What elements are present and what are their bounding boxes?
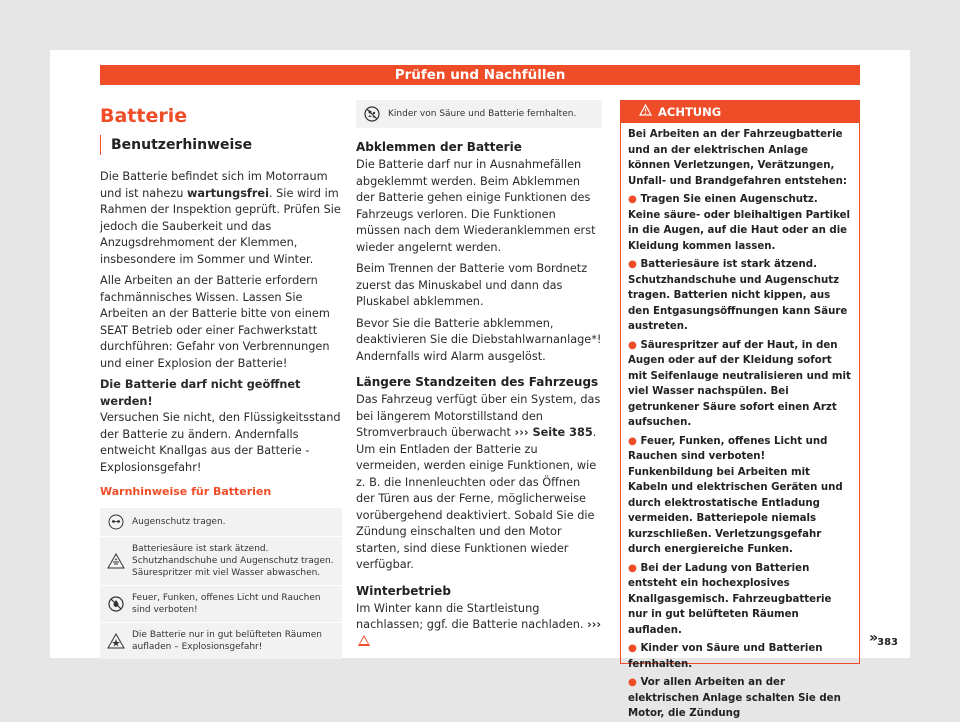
paragraph-expertise: Alle Arbeiten an der Batterie erfordern fachmännisches Wissen. Lassen Sie Arbeiten an der Batterie bitte von einem SEAT Betrieb oder einer Fachwerkstatt durchführen: Gefahr von Verbrennungen und einer Explosion der Batterie! xyxy=(100,274,330,370)
warning-box xyxy=(620,100,860,719)
paragraph-standzeiten: Das Fahrzeug verfügt über ein System, das bei längerem Motorstillstand den Stromverbrauch überwacht ››› Seite 385. Um ein Entladen der Batterie zu vermeiden, werden einige Funktionen, wie z. B. die Innenleuchten oder das Öffnen der Türen aus der Ferne, möglicherweise vorübergehend deaktiviert. Sobald Sie die Zündung einschalten und den Motor starten, sind diese Funktionen wieder verfügbar. xyxy=(356,393,601,571)
explosive-icon xyxy=(100,633,132,649)
warning-header xyxy=(621,101,859,123)
warning-item: ● Feuer, Funken, offenes Licht und Rauchen sind verboten! Funkenbildung bei Arbeiten mit Kabeln und elektrischen Geräten und durch elektrostatische Entladung vermeiden. Batteriepole niemals kurzschließen. Verletzungsgefahr durch energiereiche Funken. xyxy=(628,435,843,555)
paragraph-intro: Die Batterie befindet sich im Motorraum und ist nahezu wartungsfrei. Sie wird im Rahmen der Inspektion geprüft. Prüfen Sie jedoch die Sauberkeit und das Anzugsdrehmoment der Klemmen, insbesondere im Sommer und Winter. xyxy=(100,170,341,266)
column-left xyxy=(100,98,342,659)
paragraph-bevor: Bevor Sie die Batterie abklemmen, deaktivieren Sie die Diebstahlwarnanlage*! Andernfalls wird Alarm ausgelöst. xyxy=(356,316,602,363)
heading-standzeiten: Längere Standzeiten des Fahrzeugs xyxy=(356,375,599,389)
warning-triangle-icon xyxy=(639,101,652,123)
warning-triangle-icon xyxy=(358,635,370,646)
warning-body xyxy=(621,123,859,722)
warning-intro: Bei Arbeiten an der Fahrzeugbatterie und an der elektrischen Anlage können Verletzungen, Verätzungen, Unfall- und Brandgefahren entstehen: xyxy=(628,129,848,187)
hint-row: Die Batterie nur in gut belüfteten Räumen aufladen – Explosionsgefahr! xyxy=(100,623,342,659)
corrosive-icon xyxy=(100,553,132,569)
warning-reference-link[interactable]: ››› xyxy=(587,618,602,631)
paragraph-winter: Im Winter kann die Startleistung nachlassen; ggf. die Batterie nachladen. ››› xyxy=(356,601,602,651)
paragraph-abklemmen: Die Batterie darf nur in Ausnahmefällen abgeklemmt werden. Beim Abklemmen der Batterie gehen einige Funktionen des Fahrzeugs verloren. Die Funktionen müssen nach dem Wiederanklemmen erst wieder angelernt werden. xyxy=(356,158,596,254)
no-fire-icon xyxy=(100,596,132,612)
hints-title: Warnhinweise für Batterien xyxy=(100,485,272,498)
hint-row: Kinder von Säure und Batterie fernhalten. xyxy=(356,100,602,128)
hints-table xyxy=(100,508,342,659)
keep-away-children-icon xyxy=(356,106,388,122)
eye-protection-icon xyxy=(100,514,132,530)
manual-page xyxy=(50,50,910,719)
paragraph-do-not-open: Die Batterie darf nicht geöffnet werden! Versuchen Sie nicht, den Flüssigkeitsstand der Batterie zu ändern. Andernfalls entweicht Knallgas aus der Batterie - Explosionsgefahr! xyxy=(100,378,341,474)
warning-item: ● Tragen Sie einen Augenschutz. Keine säure- oder bleihaltigen Partikel in die Augen, auf die Haut oder an die Kleidung kommen lassen. xyxy=(628,194,851,252)
hint-row: Batteriesäure ist stark ätzend. Schutzhandschuhe und Augenschutz tragen. Säurespritzer mit viel Wasser abwaschen. xyxy=(100,537,342,586)
heading-winter: Winterbetrieb xyxy=(356,583,451,598)
hint-row: Feuer, Funken, offenes Licht und Rauchen sind verboten! xyxy=(100,586,342,623)
hint-row: Augenschutz tragen. xyxy=(100,508,342,537)
paragraph-trennen: Beim Trennen der Batterie vom Bordnetz zuerst das Minuskabel und dann das Pluskabel abklemmen. xyxy=(356,262,588,308)
warning-item: ● Säurespritzer auf der Haut, in den Augen oder auf der Kleidung sofort mit Seifenlauge neutralisieren und mit viel Wasser nachspülen. Bei getrunkener Säure sofort einen Arzt aufsuchen. xyxy=(628,339,851,428)
column-middle xyxy=(356,100,602,650)
page-title: Batterie xyxy=(100,105,188,127)
heading-abklemmen: Abklemmen der Batterie xyxy=(356,140,522,154)
column-right xyxy=(620,100,878,719)
warning-item: ● Vor allen Arbeiten an der elektrischen Anlage schalten Sie den Motor, die Zündung xyxy=(628,677,841,719)
page-number: 383 xyxy=(877,637,898,648)
continue-marker: » xyxy=(868,630,878,646)
warning-item: ● Batteriesäure ist stark ätzend. Schutzhandschuhe und Augenschutz tragen. Batterien nicht kippen, aus den Entgasungsöffnungen kann Säure austreten. xyxy=(628,259,848,332)
warning-item: ● Bei der Ladung von Batterien entsteht ein hochexplosives Knallgasgemisch. Fahrzeugbatterie nur in gut belüfteten Räumen aufladen. xyxy=(628,562,832,636)
warning-item: ● Kinder von Säure und Batterien fernhalten. xyxy=(628,643,823,670)
page-reference-link[interactable]: ››› Seite 385 xyxy=(514,426,593,439)
warning-title: ACHTUNG xyxy=(658,105,722,119)
hint-children xyxy=(356,100,602,128)
section-subtitle: Benutzerhinweise xyxy=(100,135,342,155)
section-header: Prüfen und Nachfüllen xyxy=(100,65,860,85)
